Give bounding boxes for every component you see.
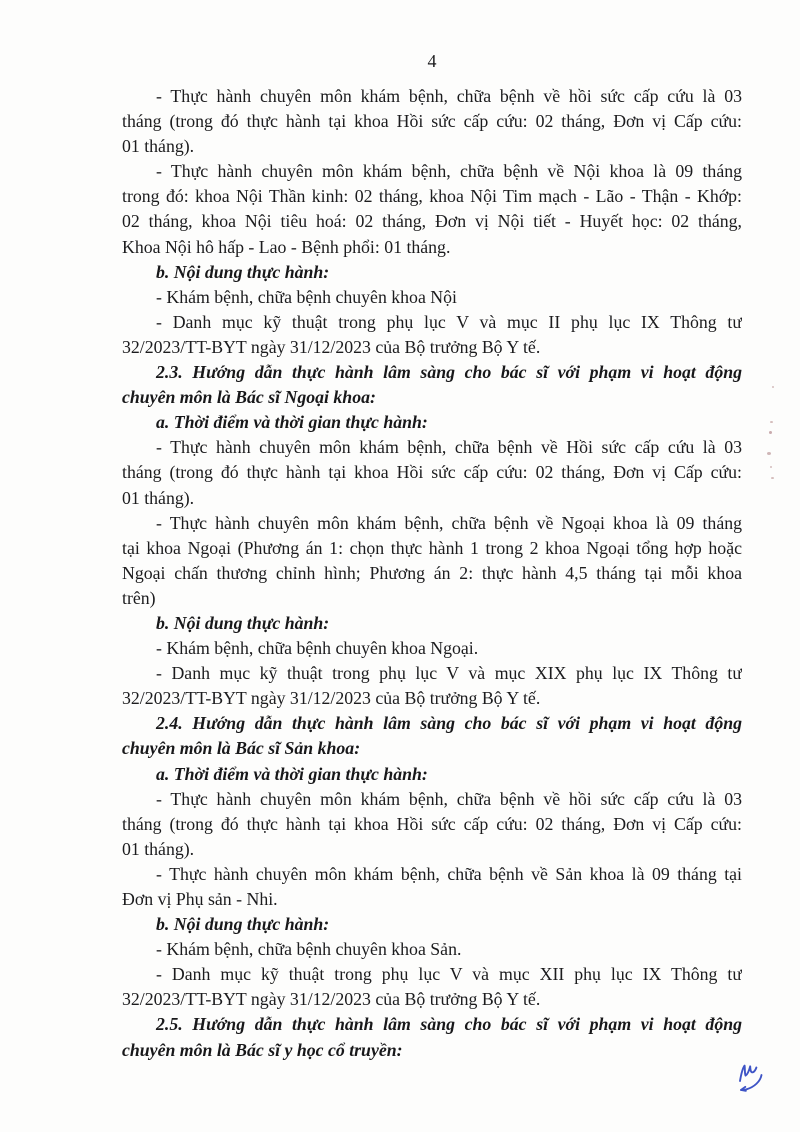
text-line: - Thực hành chuyên môn khám bệnh, chữa bệnh về hồi sức cấp cứu là 03 xyxy=(156,86,742,106)
text-line: - Thực hành chuyên môn khám bệnh, chữa bệnh về Hồi sức cấp cứu là 03 xyxy=(156,437,742,458)
text-line: - Khám bệnh, chữa bệnh chuyên khoa Nội xyxy=(156,286,457,307)
text-line: 01 tháng). xyxy=(122,136,195,157)
text-line: a. Thời điểm và thời gian thực hành: xyxy=(156,412,428,433)
text-line: Đơn vị Phụ sản - Nhi. xyxy=(122,889,278,909)
text-line: Khoa Nội hô hấp - Lao - Bệnh phổi: 01 tháng. xyxy=(122,236,451,257)
text-line: 2.3. Hướng dẫn thực hành lâm sàng cho bác sĩ với phạm vi hoạt động xyxy=(156,362,742,383)
text-line: b. Nội dung thực hành: xyxy=(156,914,330,935)
text-line: - Thực hành chuyên môn khám bệnh, chữa bệnh về Nội khoa là 09 tháng xyxy=(156,161,742,182)
text-line: - Khám bệnh, chữa bệnh chuyên khoa Ngoại. xyxy=(156,638,479,659)
text-line: tháng (trong đó thực hành tại khoa Hồi sức cấp cứu: 02 tháng, Đơn vị Cấp cứu: xyxy=(122,813,742,834)
document-body xyxy=(122,84,742,1063)
text-line: 2.4. Hướng dẫn thực hành lâm sàng cho bác sĩ với phạm vi hoạt động xyxy=(156,713,742,734)
scan-speck xyxy=(769,431,772,434)
text-line: 32/2023/TT-BYT ngày 31/12/2023 của Bộ trưởng Bộ Y tế. xyxy=(122,688,541,709)
text-line: b. Nội dung thực hành: xyxy=(156,261,330,282)
text-line: chuyên môn là Bác sĩ Ngoại khoa: xyxy=(122,387,376,408)
text-line: 01 tháng). xyxy=(122,487,195,508)
scan-speck xyxy=(770,466,772,468)
text-line: tháng (trong đó thực hành tại khoa Hồi sức cấp cứu: 02 tháng, Đơn vị Cấp cứu: xyxy=(122,462,742,483)
text-line: - Khám bệnh, chữa bệnh chuyên khoa Sản. xyxy=(156,939,462,960)
text-line: trên) xyxy=(122,587,156,608)
text-line: Ngoại chấn thương chỉnh hình; Phương án 2: thực hành 4,5 tháng tại mỗi khoa xyxy=(122,562,742,583)
scan-speck xyxy=(770,421,773,423)
text-line: - Danh mục kỹ thuật trong phụ lục V và mục XII phụ lục IX Thông tư xyxy=(156,964,742,985)
text-line: trong đó: khoa Nội Thần kinh: 02 tháng, khoa Nội Tim mạch - Lão - Thận - Khớp: xyxy=(122,186,742,207)
text-line: - Danh mục kỹ thuật trong phụ lục V và mục II phụ lục IX Thông tư xyxy=(156,311,742,332)
scan-speck xyxy=(772,386,774,388)
text-line: - Danh mục kỹ thuật trong phụ lục V và mục XIX phụ lục IX Thông tư xyxy=(156,663,742,684)
text-line: - Thực hành chuyên môn khám bệnh, chữa bệnh về hồi sức cấp cứu là 03 xyxy=(156,788,742,809)
text-line: 2.5. Hướng dẫn thực hành lâm sàng cho bác sĩ với phạm vi hoạt động xyxy=(156,1014,742,1035)
text-line: 32/2023/TT-BYT ngày 31/12/2023 của Bộ trưởng Bộ Y tế. xyxy=(122,989,541,1010)
text-line: tháng (trong đó thực hành tại khoa Hồi sức cấp cứu: 02 tháng, Đơn vị Cấp cứu: xyxy=(122,111,742,132)
text-line: 02 tháng, khoa Nội tiêu hoá: 02 tháng, Đơn vị Nội tiết - Huyết học: 02 tháng, xyxy=(122,211,742,232)
text-line: - Thực hành chuyên môn khám bệnh, chữa bệnh về Ngoại khoa là 09 tháng xyxy=(156,512,742,533)
scan-speck xyxy=(767,452,771,455)
page-number: 4 xyxy=(427,51,437,71)
text-line: 01 tháng). xyxy=(122,838,195,859)
text-line: chuyên môn là Bác sĩ Sản khoa: xyxy=(122,738,361,759)
text-line: tại khoa Ngoại (Phương án 1: chọn thực hành 1 trong 2 khoa Ngoại tổng hợp hoặc xyxy=(122,537,742,558)
handwritten-initial-icon xyxy=(733,1063,769,1101)
text-line: 32/2023/TT-BYT ngày 31/12/2023 của Bộ trưởng Bộ Y tế. xyxy=(122,336,541,357)
scan-speck xyxy=(771,477,774,479)
text-line: a. Thời điểm và thời gian thực hành: xyxy=(156,763,428,784)
text-line: b. Nội dung thực hành: xyxy=(156,612,330,633)
text-line: - Thực hành chuyên môn khám bệnh, chữa bệnh về Sản khoa là 09 tháng tại xyxy=(156,863,742,884)
text-line: chuyên môn là Bác sĩ y học cổ truyền: xyxy=(122,1039,403,1060)
